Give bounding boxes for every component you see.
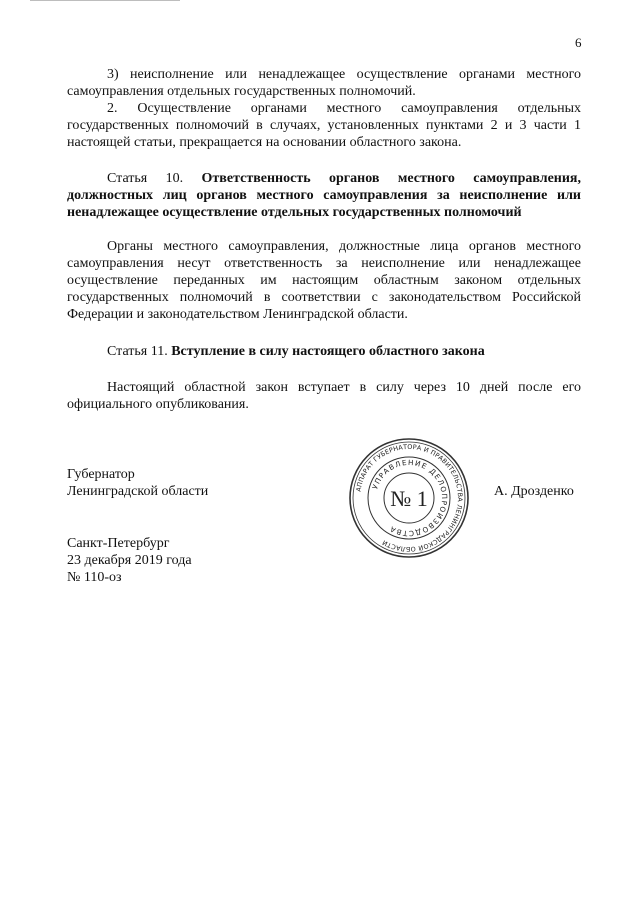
article-11-label: Статья 11.	[107, 344, 168, 359]
svg-text:УПРАВЛЕНИЕ ДЕЛОПРОИЗВОДСТВА: УПРАВЛЕНИЕ ДЕЛОПРОИЗВОДСТВА	[370, 457, 450, 539]
signature-position-line2: Ленинградской области	[67, 484, 209, 499]
article-10-label: Статья 10.	[107, 171, 184, 186]
svg-text:№ 1: № 1	[390, 486, 428, 511]
article-11-heading	[67, 343, 581, 360]
paragraph-part-2: 2. Осуществление органами местного самоуправления отдельных государственных полномочий в случаях, установленных пунктами 2 и 3 части 1 настоящей статьи, прекращается на основании областного закона.	[67, 101, 581, 150]
top-rule	[30, 0, 180, 1]
page-number: 6	[575, 35, 582, 50]
article-11-title: Вступление в силу настоящего областного закона	[171, 344, 485, 359]
article-10-text: Органы местного самоуправления, должностные лица органов местного самоуправления несут ответственность за неисполнение или ненадлежащее осуществление переданных им настоящим областным законом отдельных государственных полномочий в соответствии с законодательством Российской Федерации и законодательством Ленинградской области.	[67, 239, 581, 322]
footer-date: 23 декабря 2019 года	[67, 553, 192, 568]
official-seal-stamp	[347, 436, 471, 560]
seal-graphic	[347, 436, 471, 560]
svg-text:АППАРАТ ГУБЕРНАТОРА И ПРАВИТЕЛ: АППАРАТ ГУБЕРНАТОРА И ПРАВИТЕЛЬСТВА ЛЕНИНГРАДСКОЙ ОБЛАСТИ	[354, 442, 465, 554]
footer-law-number: № 110-оз	[67, 570, 122, 585]
signature-position-line1: Губернатор	[67, 467, 135, 482]
article-10-title: Ответственность органов местного самоуправления, должностных лиц органов местного самоуправления за неисполнение или ненадлежащее осуществление отдельных государственных полномочий	[67, 171, 581, 220]
signature-name: А. Дрозденко	[494, 484, 574, 499]
paragraph-item-3: 3) неисполнение или ненадлежащее осуществление органами местного самоуправления отдельных государственных полномочий.	[67, 67, 581, 99]
article-11-text: Настоящий областной закон вступает в силу через 10 дней после его официального опубликования.	[67, 380, 581, 412]
article-10-heading	[67, 170, 581, 221]
footer-city: Санкт-Петербург	[67, 536, 170, 551]
